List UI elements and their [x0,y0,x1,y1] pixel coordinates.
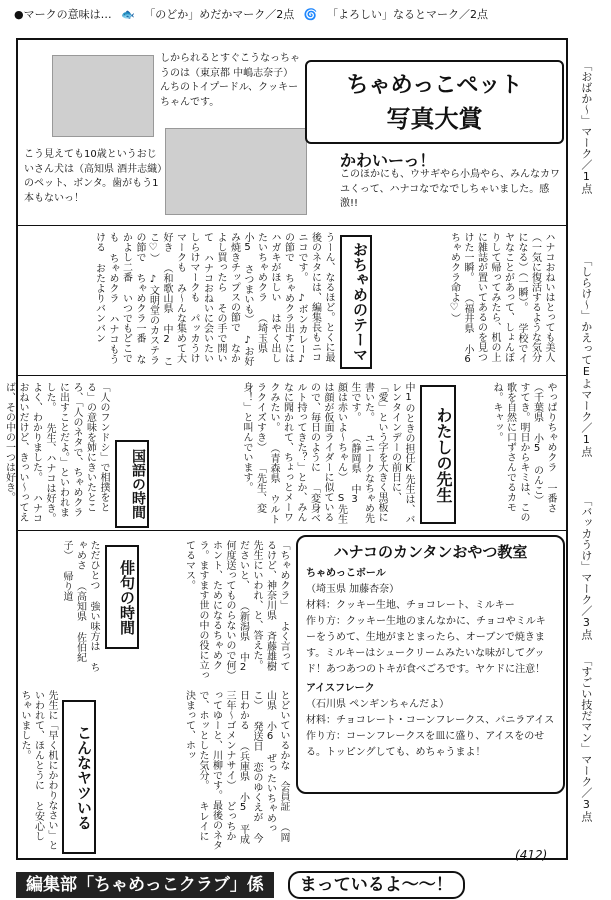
photo-contest-title-2: 写真大賞 [386,105,483,133]
recipe-title: ハナコのカンタンおやつ教室 [333,543,528,561]
legend-intro: ●マークの意味は… [14,8,112,21]
photo-contest-title-1: ちゃめっこペット [346,73,523,98]
teacher-letter-2: 中1のときの担任K先生は、バレンタインデーの前日に、 「愛」という字を大きく黒板に書いた。 ユニークなちゃめ先生です。 （静岡県 中3 顔は赤いよ〜ちゃん） S先生は顔が仮面ライダーに似ているので、毎日のように 「変身ベルト持ってきた？」とか、みんなに聞かれて、ちょっとメーワクみたい。 （青森県 ウルトラクイズすき） 「先生、変身！」と叫んでいます。 [241,382,414,524]
photo-caption-2: こう見えても10歳というおじいさん犬は（高知県 酒井志織）のペット、ボンタ。歯がもう1本もないっ！ [24,149,163,204]
sidebar-obaka: 「おばか〜」マーク／1点 [579,60,593,194]
naruto-icon: 🌀 [303,8,318,21]
photo-contest-title-box [305,60,564,144]
photo-caption-1: しかられるとすぐこうなっちゃうのは（東京都 中嶋志奈子）んちのトイプードル、クッキーちゃんです。 [160,53,300,108]
recipe-box [296,535,565,794]
kawaii-heading: かわいーっ！ [340,151,436,170]
recipe-2-method: 作り方：コーンフレークスを皿に盛り、アイスをのせる。トッピングしても、めちゃうまよ！ [306,731,545,758]
konna-letter-1: 先生に「早く机にかわりなさい」といわれて、ほんとうに と安心しちゃいました。 [19,690,57,850]
legend-naruto: 「よろしい」なるとマーク／2点 [327,8,489,21]
mark-legend [14,6,494,22]
recipe-1-name: ちゃめっこボール [306,568,386,579]
footer-label: 編集部「ちゃめっこクラブ」係 [16,872,274,898]
teacher-letter-1: やっぱりちゃめクラ 一番さ （千葉県 小5 のんこ） すてき。明日からキミは、この歌を自然に口ずさんでるカモね。キャッ。 [491,382,556,522]
dog-photo [165,128,307,215]
theme-letter-1: ハナコおねいはとっても美人（一気に復活するような気分になる）（一瞬）。 学校でイヤなことがあって、しょんぼりして帰ってみたら、机の上に雑誌が置いてあるのを見つけた一瞬。 （福井県 小6 ちゃめクラ命よ♡） [448,232,554,365]
divider-2 [16,375,566,376]
haiku-letters-b: ただひとつ 強い味方は ちゃめさ （高知県 佐伯紀子） 帰り道 [61,540,99,672]
page-number: (412) [515,848,548,862]
divider-3 [16,530,566,531]
haiku-letters-a: 「ちゃめクラ」 よく言ってるけど、神奈川県 斉藤雄樹 先生にいわれ、と、答えた。 ださいと、 （新潟県 中2 何度送ってものらないので何） ホント、ためになるちゃめクラ。ますます世の中の役に立ってるマス。 [183,540,289,680]
theme-letter-2: うーん、なるほど。とくに最後のネタには、編集長もニコニコです。 ♪ボンカレー♪の節で ちゃめクラ出すには ハガキがほしい はやく出したいちゃめクラ （埼玉県 小5 さつまいも） ♪お好み焼きチップスの節で なかよし買ったら その手で開いて ハナコおねいに会いたい しらけマークも パッカうけマークも み〜んな集めて大好き （和歌山県 中2 ここ♡） ♪文明堂のカステラの節で ちゃめクラ一番 なかよし二番 いつでもどこでも ちゃめクラ ハナコもうける おたよりバンバン [93,232,334,366]
recipe-1-materials: 材料：クッキー生地、チョコレート、ミルキー [306,600,515,611]
recipe-2-author: （石川県 ペンギンちゃんだよ） [306,699,450,710]
sidebar-bakka: 「バッカうけ」マーク／3点 [579,495,593,640]
sidebar-shirake: 「しらけ〜」かえってEよマーク／1点 [579,255,593,457]
haiku-heading: 俳句の時間 [105,545,139,649]
konna-letter-2: とどいているかな 会員証 （岡山県 小6 ぜったいちゃめっこ） 発送日 恋のゆくえが 今日わかる （兵庫県 小5 平成三年〜ゴメンナサイ） どっちかってゆーと、川柳です。最後のネタで、ホッとした気分。 キレイに決まって、ホッ [183,690,289,850]
konna-heading: こんなヤツいる [62,700,96,854]
poodle-photo [52,55,154,137]
kokugo-heading: 国語の時間 [115,440,149,528]
recipe-1-author: （埼玉県 加藤杏奈） [306,584,400,595]
teacher-heading: わたしの先生 [420,385,456,524]
recipe-2-name: アイスフレーク [306,683,375,694]
divider-1 [16,225,566,226]
kokugo-letters: 「人のフンドシ」で相撲をとる」の意味を姉にきいたところ、「人のネタで、ちゃめクラに出すことだよ。」といわれました。 先生、ハナコは好き。 よく、わかりました。 ハナコおねいだけど、きっい〜ってえば、その中の一つは好き。 [3,382,109,523]
theme-heading: おちゃめのテーマ [340,235,372,369]
recipe-2-materials: 材料：チョコレート・コーンフレークス、バニラアイス [306,715,555,726]
medaka-icon: 🐟 [121,8,135,21]
sidebar-sugoi: 「すごい技だマン」マーク／3点 [579,655,593,822]
footer-waiting: まっているよ〜〜！ [288,871,465,899]
recipe-1-method: 作り方：クッキー生地のまんなかに、チョコやミルキーをうめて、生地がまとまったら、オーブンで焼きます。ミルキーはシュークリームみたいな味がしてグッド！あつあつのトキが食べごろです。ヤケドに注意！ [306,616,546,675]
footer-banner [16,870,465,895]
legend-medaka: 「のどか」めだかマーク／2点 [144,8,295,21]
mark-sidebar [566,50,606,870]
photo-contest-comment: このほかにも、ウサギやら小鳥やら、みんなカワユくって、ハナコなでなでしちゃいました。感激!! [340,169,560,209]
